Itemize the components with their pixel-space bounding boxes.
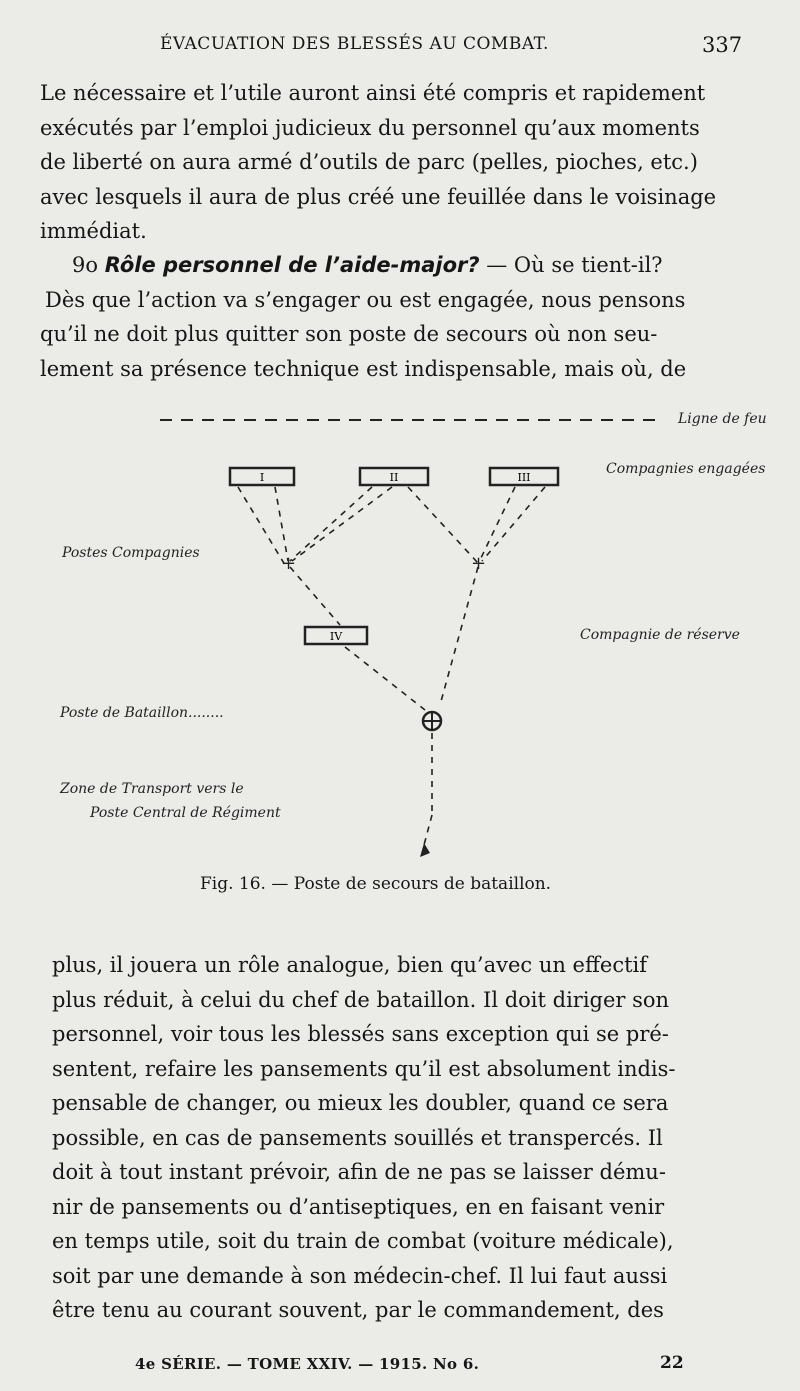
text-line: personnel, voir tous les blessés sans exception qui se pré- [52, 1022, 669, 1046]
text-line: doit à tout instant prévoir, afin de ne pas se laisser dému- [52, 1160, 666, 1184]
evacuation-routes [238, 487, 545, 845]
company-box-1 [230, 468, 294, 485]
section-title: Rôle personnel de l’aide-major? [104, 253, 480, 277]
battalion-post-label: Poste de Bataillon........ [60, 705, 224, 721]
text-line: en temps utile, soit du train de combat (voiture médicale), [52, 1229, 674, 1253]
text-line: immédiat. [40, 219, 147, 243]
text-line: sentent, refaire les pansements qu’il est absolument indis- [52, 1056, 676, 1081]
running-title: ÉVACUATION DES BLESSÉS AU COMBAT. [160, 34, 549, 54]
text-line: qu’il ne doit plus quitter son poste de secours où non seu- [40, 322, 658, 346]
regimental-post-label: Poste Central de Régiment [90, 805, 281, 821]
footer-series: 4e SÉRIE. — TOME XXIV. — 1915. No 6. [135, 1355, 480, 1373]
page-number: 337 [702, 33, 743, 57]
text-line: plus, il jouera un rôle analogue, bien qu’avec un effectif [52, 953, 648, 977]
transport-zone-label: Zone de Transport vers le [60, 781, 244, 797]
evacuation-arrow [420, 843, 430, 857]
companies-engaged-label: Compagnies engagées [606, 461, 766, 477]
svg-text:IV: IV [329, 630, 343, 643]
text-line: soit par une demande à son médecin-chef. Il lui faut aussi [52, 1263, 668, 1288]
text-line: être tenu au courant souvent, par le commandement, des [52, 1298, 664, 1322]
firing-line-label: Ligne de feu [678, 411, 767, 427]
text-line: avec lesquels il aura de plus créé une feuillée dans le voisinage [40, 184, 717, 209]
text-line: nir de pansements ou d’antiseptiques, en en faisant venir [52, 1194, 665, 1219]
battalion-post-diagram [0, 395, 800, 865]
battalion-aid-post-icon [423, 712, 441, 730]
company-aid-post-right: + [471, 553, 487, 574]
text-line: exécutés par l’emploi judicieux du personnel qu’aux moments [40, 115, 700, 140]
section-number: 9o [72, 253, 99, 277]
company-box-4 [305, 627, 367, 644]
company-box-3 [490, 468, 558, 485]
svg-text:I: I [259, 471, 265, 484]
reserve-company-label: Compagnie de réserve [580, 627, 740, 643]
footer-sheet-number: 22 [660, 1353, 684, 1373]
company-posts-label: Postes Compagnies [62, 545, 200, 561]
top-paragraph [40, 76, 760, 249]
text-line: possible, en cas de pansements souillés et transpercés. Il [52, 1125, 663, 1150]
company-box-2 [360, 468, 428, 485]
text-line: pensable de changer, ou mieux les doubler, quand ce sera [52, 1091, 669, 1115]
section-paragraph [40, 248, 760, 386]
text-line: plus réduit, à celui du chef de bataillon. Il doit diriger son [52, 987, 670, 1012]
svg-text:II: II [389, 471, 399, 484]
text-line: lement sa présence technique est indispensable, mais où, de [40, 356, 687, 381]
svg-text:III: III [517, 471, 531, 484]
company-aid-post-left: + [281, 553, 297, 574]
text-line: Le nécessaire et l’utile auront ainsi été compris et rapidement [40, 81, 706, 105]
bottom-paragraph [40, 948, 760, 1328]
text-line: de liberté on aura armé d’outils de parc (pelles, pioches, etc.) [40, 150, 698, 174]
section-heading-line [40, 248, 760, 283]
section-question: — Où se tient-il? [486, 253, 663, 277]
text-line: Dès que l’action va s’engager ou est engagée, nous pensons [45, 287, 686, 312]
figure-caption: Fig. 16. — Poste de secours de bataillon. [200, 874, 552, 894]
